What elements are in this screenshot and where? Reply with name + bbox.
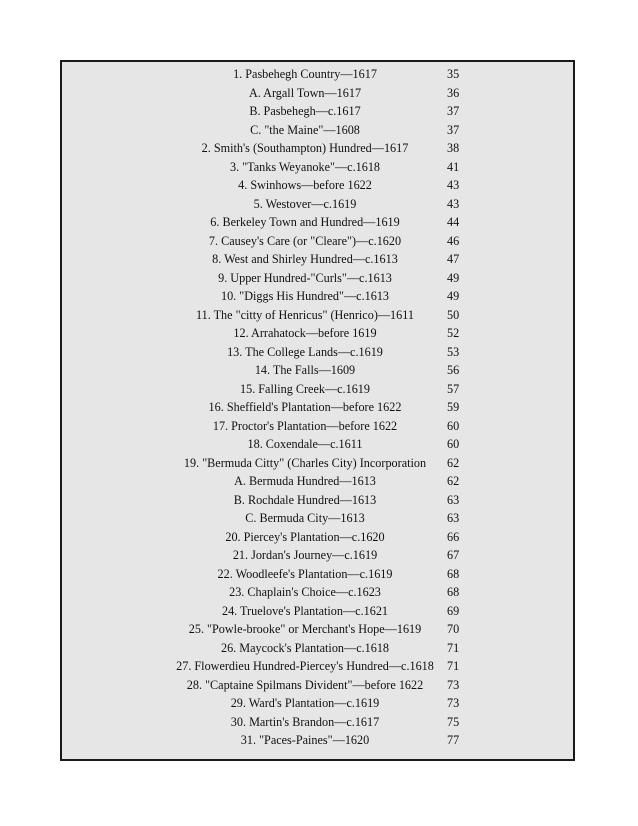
toc-entry <box>62 417 573 436</box>
toc-entry-page: 41 <box>447 159 460 174</box>
toc-entry-page: 44 <box>447 215 460 229</box>
toc-entry <box>62 287 573 306</box>
toc-entry-page: 37 <box>447 104 460 118</box>
toc-entry-page: 56 <box>447 363 460 377</box>
toc-entry <box>62 213 573 232</box>
toc-entry-title: 23. Chaplain's Choice—c.1623 <box>229 585 381 599</box>
toc-entry <box>62 65 573 84</box>
toc-entry-title: C. "the Maine"—1608 <box>250 122 360 137</box>
toc-entry-title: 12. Arrahatock—before 1619 <box>233 326 377 340</box>
toc-entry <box>62 102 573 121</box>
toc-entry-page: 57 <box>447 381 460 396</box>
toc-entry-title: 6. Berkeley Town and Hundred—1619 <box>210 215 400 229</box>
toc-entry <box>62 195 573 214</box>
table-of-contents <box>60 60 575 761</box>
toc-entry <box>62 176 573 195</box>
toc-entry <box>62 269 573 288</box>
toc-entry-title: A. Argall Town—1617 <box>248 85 362 100</box>
toc-entry <box>62 509 573 528</box>
toc-entry-page: 71 <box>447 640 460 655</box>
toc-entry <box>62 528 573 547</box>
toc-entry-page: 73 <box>447 696 460 710</box>
toc-entry-title: 29. Ward's Plantation—c.1619 <box>230 696 380 710</box>
toc-entry-title: 18. Coxendale—c.1611 <box>247 437 363 451</box>
toc-entry-page: 63 <box>447 492 460 507</box>
toc-entry-title: 26. Maycock's Plantation—c.1618 <box>220 640 390 655</box>
toc-entry-title: 20. Piercey's Plantation—c.1620 <box>225 529 385 544</box>
toc-entry <box>62 435 573 454</box>
toc-entry-page: 62 <box>447 455 460 470</box>
toc-entry-title: 10. "Diggs His Hundred"—c.1613 <box>220 289 390 303</box>
toc-entry <box>62 324 573 343</box>
toc-entry-title: 3. "Tanks Weyanoke"—c.1618 <box>229 159 381 174</box>
toc-entry-title: 17. Proctor's Plantation—before 1622 <box>212 418 398 433</box>
toc-entry-page: 68 <box>447 566 460 581</box>
toc-entry-title: 16. Sheffield's Plantation—before 1622 <box>208 400 402 414</box>
toc-entry-title: 5. Westover—c.1619 <box>253 196 357 211</box>
toc-entry-page: 66 <box>447 529 460 544</box>
toc-entry <box>62 713 573 732</box>
toc-entry-title: 28. "Captaine Spilmans Divident"—before 1622 <box>186 677 424 692</box>
toc-entry-page: 49 <box>447 289 460 303</box>
toc-entry-page: 49 <box>447 270 460 285</box>
toc-entry-page: 43 <box>447 196 460 211</box>
toc-entry <box>62 361 573 380</box>
toc-entry-page: 75 <box>447 714 460 729</box>
toc-entry-title: B. Pasbehegh—c.1617 <box>249 104 361 118</box>
toc-entry <box>62 620 573 639</box>
toc-entry-title: 1. Pasbehegh Country—1617 <box>233 67 377 81</box>
toc-entry-title: 31. "Paces-Paines"—1620 <box>240 733 370 747</box>
toc-entry-page: 60 <box>447 437 460 451</box>
toc-entry <box>62 306 573 325</box>
toc-entry-title: 4. Swinhows—before 1622 <box>238 178 372 192</box>
toc-entry <box>62 250 573 269</box>
toc-entry-title: 19. "Bermuda Citty" (Charles City) Incorporation <box>183 455 427 470</box>
toc-entry <box>62 676 573 695</box>
toc-entry-title: 24. Truelove's Plantation—c.1621 <box>221 603 389 618</box>
toc-entry-page: 62 <box>447 474 460 488</box>
toc-entry <box>62 84 573 103</box>
toc-entry <box>62 343 573 362</box>
toc-entry-title: 30. Martin's Brandon—c.1617 <box>230 714 380 729</box>
toc-entry-title: 2. Smith's (Southampton) Hundred—1617 <box>201 141 409 155</box>
toc-entry <box>62 121 573 140</box>
toc-entry-page: 67 <box>447 548 460 562</box>
toc-entry <box>62 398 573 417</box>
toc-entry-title: 21. Jordan's Journey—c.1619 <box>232 548 378 562</box>
toc-entry-title: 13. The College Lands—c.1619 <box>227 344 383 359</box>
toc-entry-title: 27. Flowerdieu Hundred-Piercey's Hundred—c.1618 <box>176 659 434 673</box>
toc-entry-page: 70 <box>447 622 460 636</box>
toc-entry <box>62 139 573 158</box>
toc-entry-page: 60 <box>447 418 460 433</box>
toc-entry-title: 11. The "citty of Henricus" (Henrico)—1611 <box>196 307 414 322</box>
toc-entry-title: 14. The Falls—1609 <box>254 363 356 377</box>
toc-entry-title: C. Bermuda City—1613 <box>245 511 365 525</box>
toc-entry-page: 59 <box>447 400 460 414</box>
toc-entry <box>62 546 573 565</box>
toc-entry <box>62 232 573 251</box>
toc-entry <box>62 472 573 491</box>
toc-entry-title: 25. "Powle-brooke" or Merchant's Hope—1619 <box>188 622 422 636</box>
toc-entry-page: 35 <box>447 67 460 81</box>
toc-entry-page: 50 <box>447 307 460 322</box>
toc-entry-title: 8. West and Shirley Hundred—c.1613 <box>212 252 398 266</box>
toc-entry <box>62 602 573 621</box>
toc-entry-page: 77 <box>447 733 460 747</box>
toc-entry-page: 63 <box>447 511 460 525</box>
toc-entry <box>62 565 573 584</box>
toc-entry-page: 53 <box>447 344 460 359</box>
toc-entry-title: B. Rochdale Hundred—1613 <box>233 492 377 507</box>
toc-entry-title: 15. Falling Creek—c.1619 <box>240 381 370 396</box>
toc-entry-page: 52 <box>447 326 460 340</box>
toc-entry <box>62 731 573 750</box>
toc-entry-page: 71 <box>447 659 460 673</box>
toc-entry-page: 69 <box>447 603 460 618</box>
toc-entry-page: 68 <box>447 585 460 599</box>
toc-entry-title: 22. Woodleefe's Plantation—c.1619 <box>217 566 393 581</box>
toc-entry-title: 9. Upper Hundred-"Curls"—c.1613 <box>218 270 392 285</box>
toc-entry <box>62 491 573 510</box>
toc-entry <box>62 639 573 658</box>
toc-entry <box>62 454 573 473</box>
toc-entry-page: 36 <box>447 85 460 100</box>
toc-entry-page: 38 <box>447 141 460 155</box>
toc-entry-page: 37 <box>447 122 460 137</box>
toc-entry <box>62 657 573 676</box>
toc-entry-page: 43 <box>447 178 460 192</box>
toc-entry <box>62 583 573 602</box>
toc-list <box>62 65 573 750</box>
toc-entry <box>62 694 573 713</box>
toc-entry <box>62 158 573 177</box>
toc-entry-page: 47 <box>447 252 460 266</box>
toc-entry-title: A. Bermuda Hundred—1613 <box>234 474 376 488</box>
toc-entry-title: 7. Causey's Care (or "Cleare")—c.1620 <box>208 233 402 248</box>
toc-entry-page: 46 <box>447 233 460 248</box>
toc-entry <box>62 380 573 399</box>
toc-entry-page: 73 <box>447 677 460 692</box>
